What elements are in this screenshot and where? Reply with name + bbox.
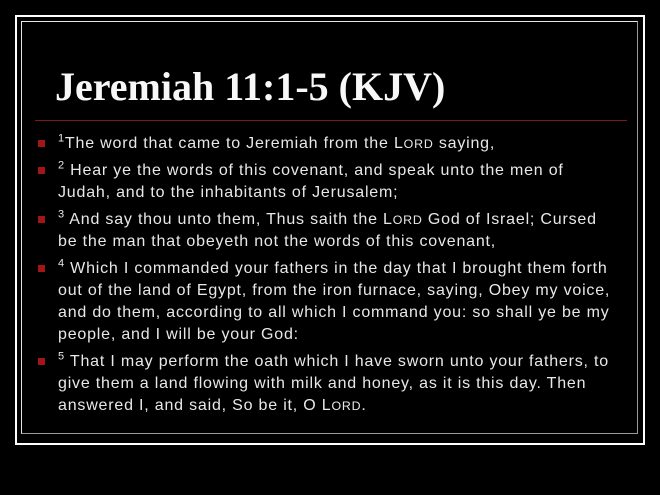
verse-list — [38, 133, 650, 422]
verse-number: 3 — [58, 208, 65, 221]
bullet-square-icon — [38, 358, 45, 365]
verse-item — [38, 258, 650, 346]
lord-smallcaps: LORD — [321, 397, 362, 414]
verse-number: 1 — [58, 132, 65, 145]
bullet-square-icon — [38, 216, 45, 223]
verse-text: $^1$The word that came to Jeremiah from the LORD saying, — [58, 132, 496, 152]
verse-item — [38, 209, 650, 253]
bullet-square-icon — [38, 167, 45, 174]
verse-text: $^3$ And say thou unto them, Thus saith the LORD God of Israel; Cursed be the man that obeyeth not the words of this covenant, — [58, 208, 597, 250]
verse-text: $^5$ That I may perform the oath which I have sworn unto your fathers, to give them a land flowing with milk and honey, as it is this day. Then answered I, and said, So be it, O LORD. — [58, 350, 609, 414]
verse-number: 5 — [58, 350, 65, 363]
verse-text: $^4$ Which I commanded your fathers in the day that I brought them forth out of the land of Egypt, from the iron furnace, saying, Obey my voice, and do them, according to all which I command you: so shall ye be my people, and I will be your God: — [58, 257, 611, 343]
verse-item — [38, 133, 650, 155]
lord-smallcaps: LORD — [393, 135, 434, 152]
verse-number: 4 — [58, 257, 65, 270]
lord-smallcaps: LORD — [383, 211, 423, 228]
verse-number: 2 — [58, 159, 65, 172]
slide-title: Jeremiah 11:1-5 (KJV) — [55, 64, 446, 109]
bullet-square-icon — [38, 140, 45, 147]
verse-item — [38, 160, 650, 204]
verse-text: $^2$ Hear ye the words of this covenant, and speak unto the men of Judah, and to the inhabitants of Jerusalem; — [58, 159, 564, 201]
title-divider-line — [35, 120, 627, 121]
verse-item — [38, 351, 650, 417]
bullet-square-icon — [38, 265, 45, 272]
